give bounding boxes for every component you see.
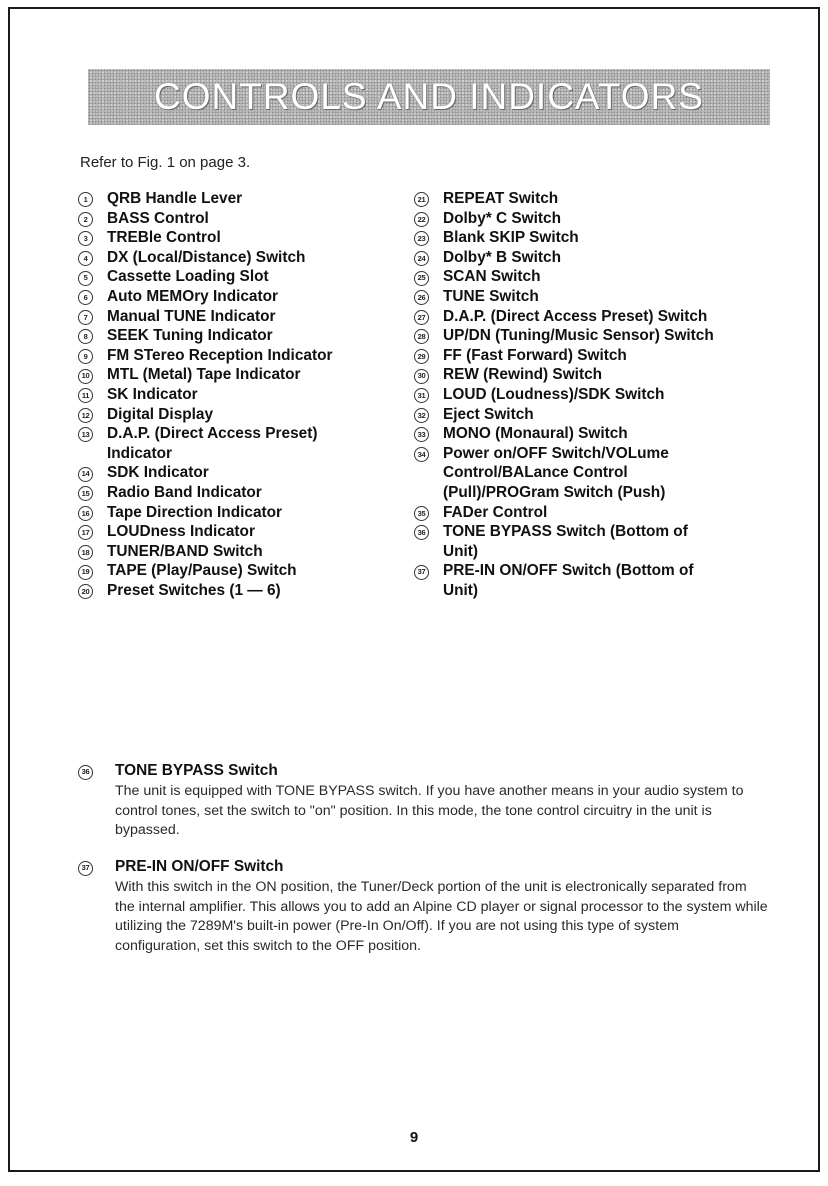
item-label: Tape Direction Indicator (107, 503, 283, 521)
item-label: SDK Indicator (107, 464, 209, 482)
item-label: QRB Handle Lever (107, 190, 243, 207)
item-number: 5 (78, 267, 107, 287)
item-number: 36 (414, 522, 443, 542)
item-number: 19 (78, 561, 107, 581)
item-number: 24 (414, 248, 443, 268)
item-label: Preset Switches (1 — 6) (107, 581, 281, 599)
item-label: REPEAT Switch (443, 190, 559, 207)
item-label: Cassette Loading Slot (107, 268, 269, 286)
list-item (78, 287, 418, 307)
description-title: TONE BYPASS Switch (115, 762, 278, 779)
item-label: PRE-IN ON/OFF Switch (Bottom of (443, 562, 694, 580)
item-label: (Pull)/PROGram Switch (Push) (443, 483, 666, 501)
item-label: Power on/OFF Switch/VOLume (443, 444, 669, 462)
list-item (414, 503, 814, 523)
item-label: D.A.P. (Direct Access Preset) Switch (443, 307, 708, 325)
item-number: 17 (78, 522, 107, 542)
list-item (414, 561, 814, 581)
item-label: Digital Display (107, 405, 214, 423)
item-label: FM STereo Reception Indicator (107, 346, 333, 364)
list-item (78, 405, 418, 425)
list-item-continued (414, 463, 814, 483)
list-item (414, 385, 814, 405)
list-item (78, 267, 418, 287)
item-number: 13 (78, 424, 107, 444)
item-label: FF (Fast Forward) Switch (443, 346, 627, 364)
item-label: Dolby* B Switch (443, 248, 562, 266)
list-item (414, 346, 814, 366)
item-number: 14 (78, 463, 107, 483)
page-number: 9 (409, 1129, 419, 1146)
item-label: SEEK Tuning Indicator (107, 327, 273, 345)
list-item (78, 503, 418, 523)
description-heading (78, 858, 768, 876)
item-label: LOUDness Indicator (107, 523, 255, 541)
description-text: With this switch in the ON position, the Tuner/Deck portion of the unit is electronically separated from the internal amplifier. This allows you to add an Alpine CD player or signal processor to the system while utilizing the 7289M's built-in power (Pre-In On/Off). If you are not using this type of system configuration, set this switch to the OFF position. (115, 879, 768, 954)
list-item (78, 581, 418, 601)
list-item (414, 287, 814, 307)
list-item (78, 522, 418, 542)
item-number: 27 (414, 307, 443, 327)
item-number: 32 (414, 405, 443, 425)
item-label: REW (Rewind) Switch (443, 366, 603, 384)
list-item (414, 424, 814, 444)
item-label: LOUD (Loudness)/SDK Switch (443, 385, 665, 403)
item-number: 31 (414, 385, 443, 405)
item-label: Blank SKIP Switch (443, 229, 579, 247)
list-item-continued (78, 444, 418, 464)
list-item (78, 228, 418, 248)
item-label: TREBle Control (107, 229, 221, 247)
item-number: 22 (414, 209, 443, 229)
item-number: 2 (78, 209, 107, 229)
item-label: SCAN Switch (443, 268, 541, 286)
item-label: MONO (Monaural) Switch (443, 425, 628, 443)
item-number: 28 (414, 326, 443, 346)
list-item (78, 189, 418, 209)
item-number: 7 (78, 307, 107, 327)
item-number: 12 (78, 405, 107, 425)
item-number: 10 (78, 365, 107, 385)
list-item-continued (414, 483, 814, 503)
item-label: Unit) (443, 581, 479, 599)
list-item (414, 189, 814, 209)
description-text: The unit is equipped with TONE BYPASS switch. If you have another means in your audio system to control tones, set the switch to "on" position. In this mode, the tone control circuitry in the unit is bypassed. (115, 783, 744, 839)
item-number: 11 (78, 385, 107, 405)
list-item (78, 542, 418, 562)
manual-page (8, 7, 820, 1172)
item-label: BASS Control (107, 209, 209, 227)
item-number: 15 (78, 483, 107, 503)
section-banner (88, 69, 770, 125)
item-label: UP/DN (Tuning/Music Sensor) Switch (443, 327, 714, 345)
item-label: FADer Control (443, 503, 548, 521)
list-item (414, 209, 814, 229)
list-item (414, 326, 814, 346)
item-number: 25 (414, 267, 443, 287)
item-label: TAPE (Play/Pause) Switch (107, 562, 297, 580)
list-item (78, 483, 418, 503)
item-number: 29 (414, 346, 443, 366)
list-item (78, 326, 418, 346)
list-item (78, 346, 418, 366)
description-heading (78, 762, 768, 780)
page-title: CONTROLS AND INDICATORS (154, 76, 704, 117)
item-number: 37 (414, 561, 443, 581)
list-item (78, 463, 418, 483)
item-number: 36 (78, 763, 115, 780)
item-number: 9 (78, 346, 107, 366)
item-number: 23 (414, 228, 443, 248)
item-label: MTL (Metal) Tape Indicator (107, 366, 301, 384)
list-item-continued (414, 581, 814, 601)
description-pre-in (78, 858, 768, 956)
description-title: PRE-IN ON/OFF Switch (115, 858, 284, 875)
item-label: DX (Local/Distance) Switch (107, 248, 306, 266)
item-label: Manual TUNE Indicator (107, 307, 276, 325)
list-item (78, 209, 418, 229)
item-label: SK Indicator (107, 385, 198, 403)
list-item (78, 561, 418, 581)
list-item (414, 365, 814, 385)
item-label: Control/BALance Control (443, 464, 628, 482)
intro-text: Refer to Fig. 1 on page 3. (80, 154, 251, 171)
item-label: Radio Band Indicator (107, 483, 262, 501)
list-item (78, 307, 418, 327)
item-number: 20 (78, 581, 107, 601)
list-item-continued (414, 542, 814, 562)
item-label: TUNE Switch (443, 287, 539, 305)
list-item (414, 522, 814, 542)
item-number: 33 (414, 424, 443, 444)
item-number: 3 (78, 228, 107, 248)
item-number: 21 (414, 189, 443, 209)
item-number: 16 (78, 503, 107, 523)
list-item (414, 307, 814, 327)
item-number: 34 (414, 444, 443, 464)
list-item (414, 405, 814, 425)
item-number: 6 (78, 287, 107, 307)
item-label: TUNER/BAND Switch (107, 542, 263, 560)
item-number: 30 (414, 365, 443, 385)
item-number: 1 (78, 189, 107, 209)
controls-list-right (414, 189, 814, 600)
item-number: 8 (78, 326, 107, 346)
list-item (78, 365, 418, 385)
list-item (78, 248, 418, 268)
controls-list-left (78, 189, 418, 600)
description-tone-bypass (78, 762, 768, 841)
item-label: Unit) (443, 542, 479, 560)
item-label: Auto MEMOry Indicator (107, 287, 279, 305)
item-label: D.A.P. (Direct Access Preset) (107, 425, 318, 443)
item-label: TONE BYPASS Switch (Bottom of (443, 523, 688, 541)
list-item (78, 385, 418, 405)
list-item (78, 424, 418, 444)
list-item (414, 248, 814, 268)
item-label: Eject Switch (443, 405, 534, 423)
item-number: 35 (414, 503, 443, 523)
item-number: 37 (78, 859, 115, 876)
item-number: 26 (414, 287, 443, 307)
list-item (414, 228, 814, 248)
item-label: Indicator (107, 444, 172, 462)
list-item (414, 444, 814, 464)
list-item (414, 267, 814, 287)
item-label: Dolby* C Switch (443, 209, 562, 227)
item-number: 4 (78, 248, 107, 268)
item-number: 18 (78, 542, 107, 562)
